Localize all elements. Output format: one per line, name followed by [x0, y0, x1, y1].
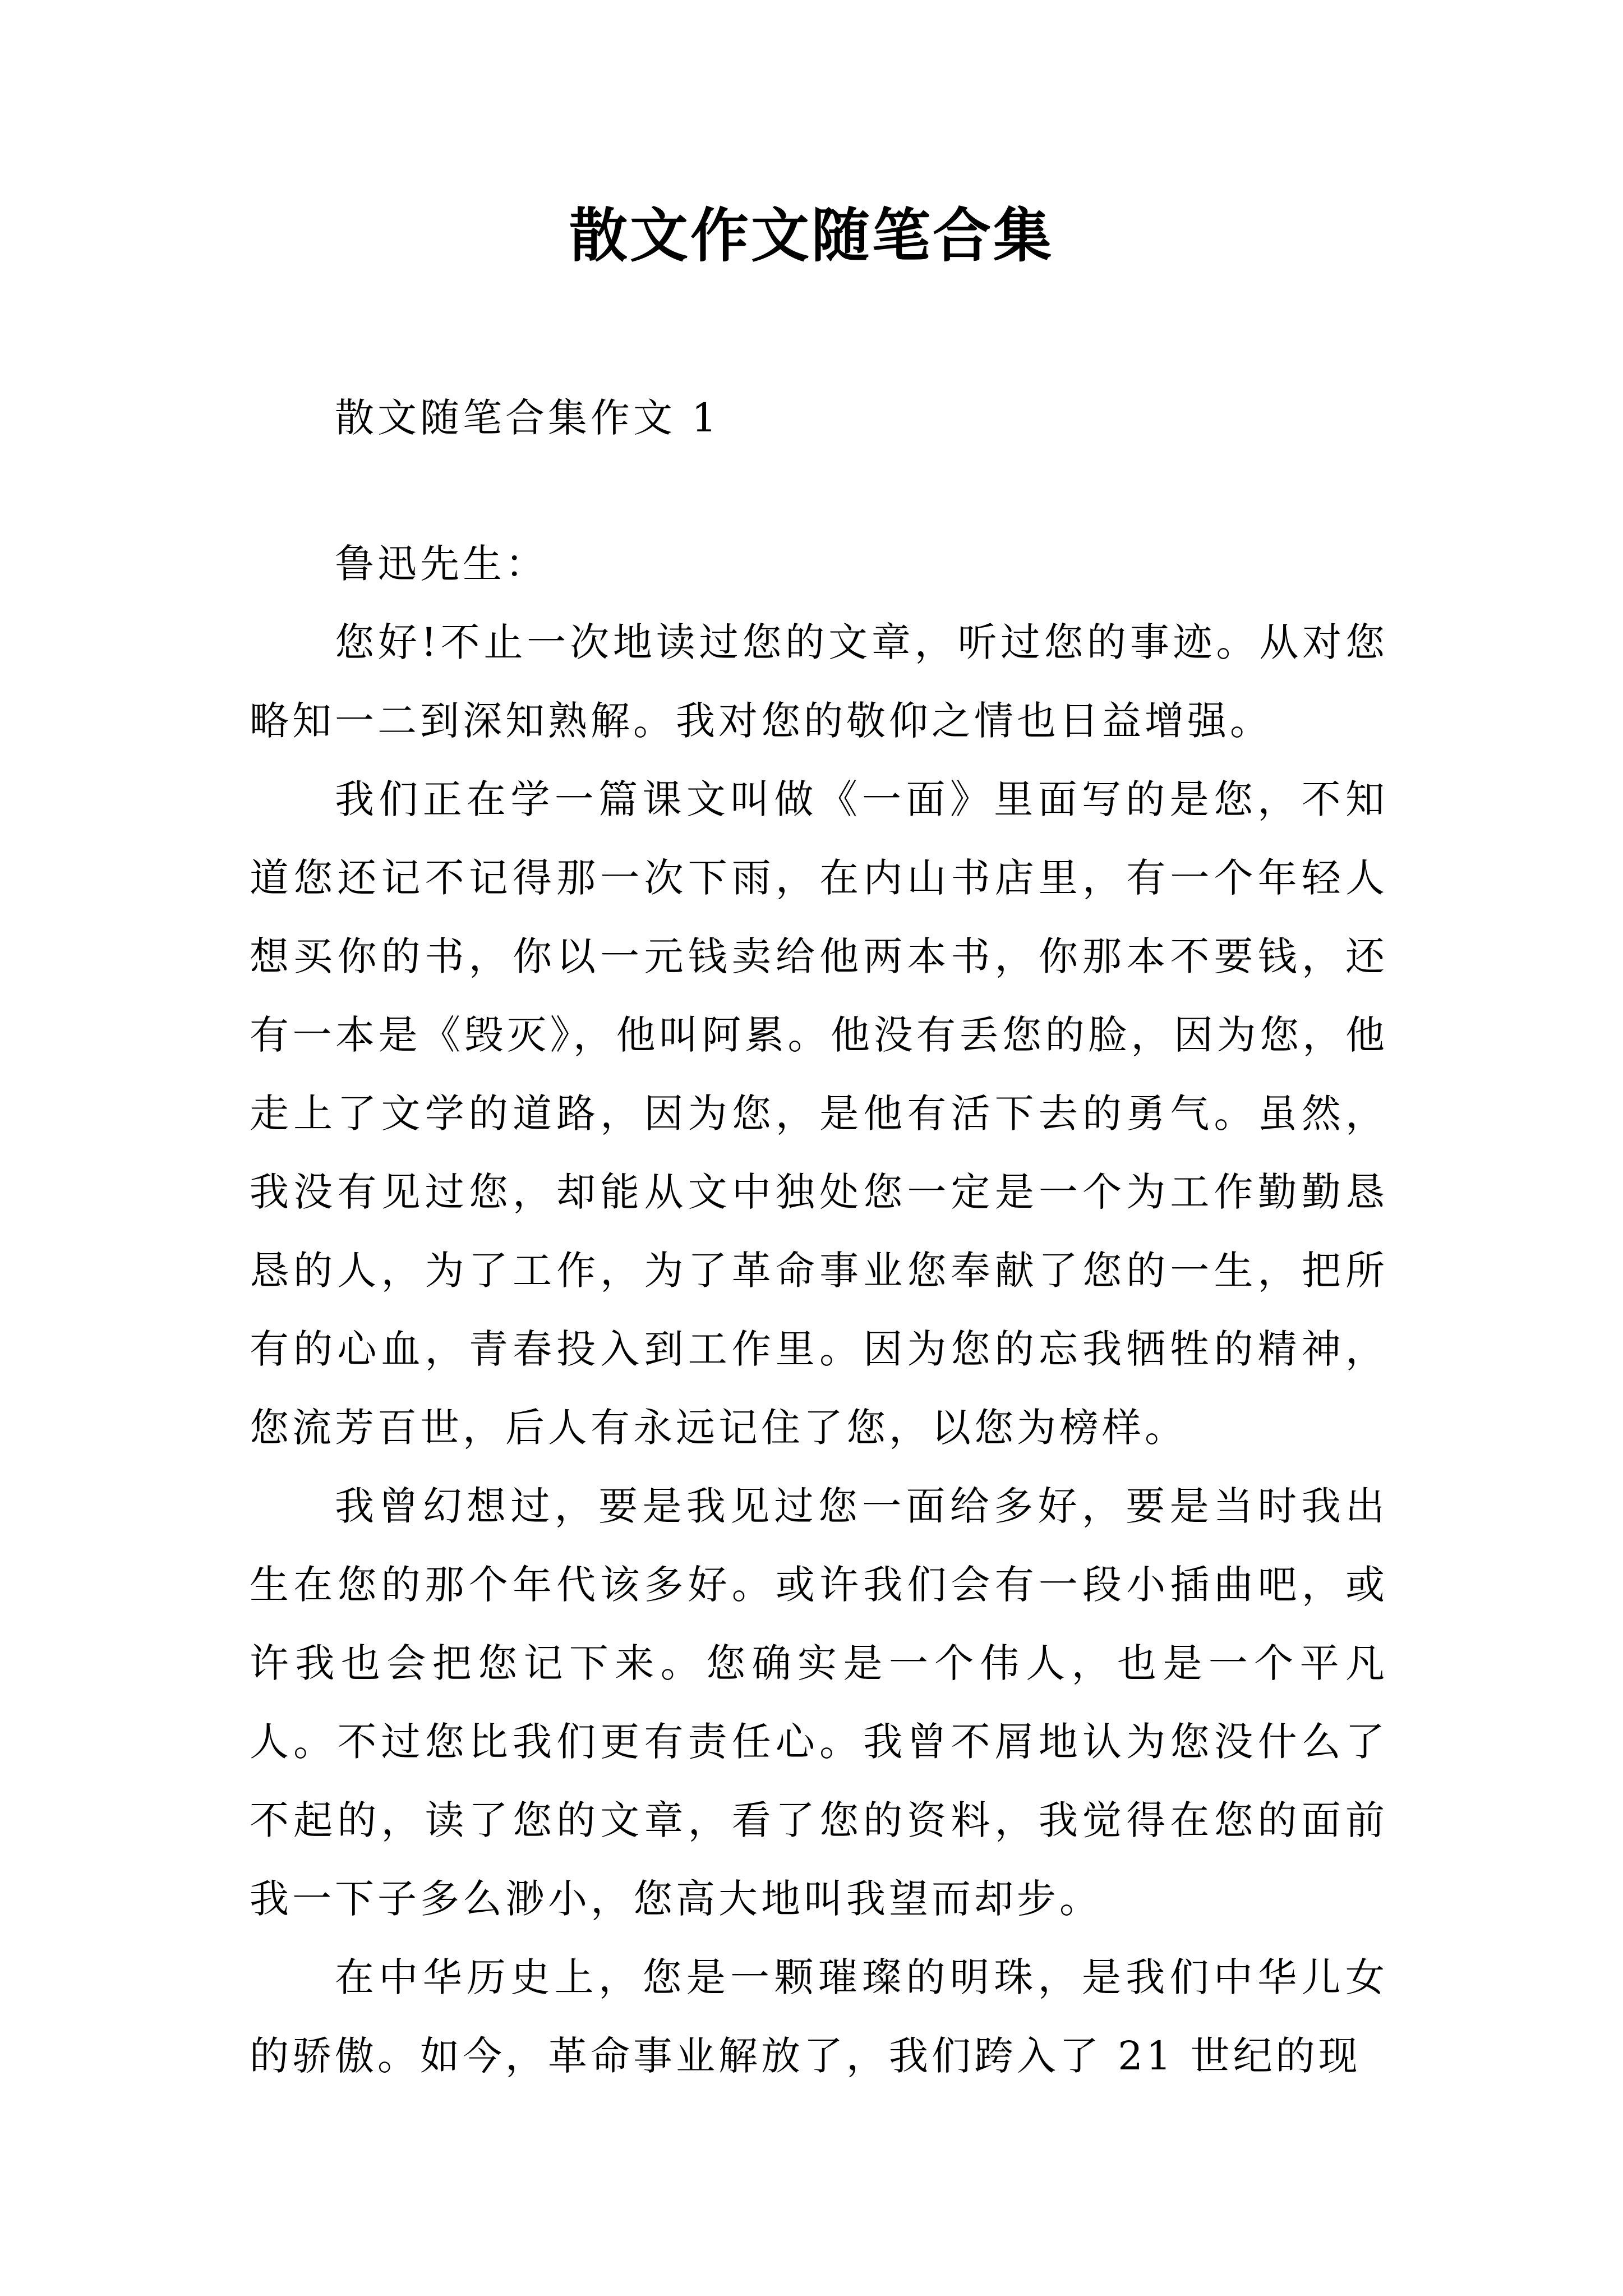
paragraph-3: 我曾幻想过，要是我见过您一面给多好，要是当时我出生在您的那个年代该多好。或许我们会有一段小插曲吧，或许我也会把您记下来。您确实是一个伟人，也是一个平凡人。不过您比我们更有责任心。我曾不屑地认为您没什么了不起的，读了您的文章，看了您的资料，我觉得在您的面前我一下子多么渺小，您高大地叫我望而却步。 — [250, 1483, 1388, 1922]
letter-body — [250, 603, 1388, 2095]
paragraph-1: 您好!不止一次地读过您的文章，听过您的事迹。从对您略知一二到深知熟解。我对您的敬仰之情也日益增强。 — [250, 619, 1388, 744]
document-title: 散文作文随笔合集 — [569, 201, 1054, 270]
paragraph-2: 我们正在学一篇课文叫做《一面》里面写的是您，不知道您还记不记得那一次下雨，在内山书店里，有一个年轻人想买你的书，你以一元钱卖给他两本书，你那本不要钱，还有一本是《毁灭》，他叫阿累。他没有丢您的脸，因为您，他走上了文学的道路，因为您，是他有活下去的勇气。虽然，我没有见过您，却能从文中独处您一定是一个为工作勤勤恳恳的人，为了工作，为了革命事业您奉献了您的一生，把所有的心血，青春投入到工作里。因为您的忘我牺牲的精神，您流芳百世，后人有永远记住了您，以您为榜样。 — [250, 776, 1388, 1451]
paragraph-4: 在中华历史上，您是一颗璀璨的明珠，是我们中华儿女的骄傲。如今，革命事业解放了，我们跨入了 21 世纪的现 — [250, 1954, 1388, 2079]
section-heading: 散文随笔合集作文 1 — [335, 395, 720, 441]
salutation: 鲁迅先生： — [335, 541, 548, 587]
